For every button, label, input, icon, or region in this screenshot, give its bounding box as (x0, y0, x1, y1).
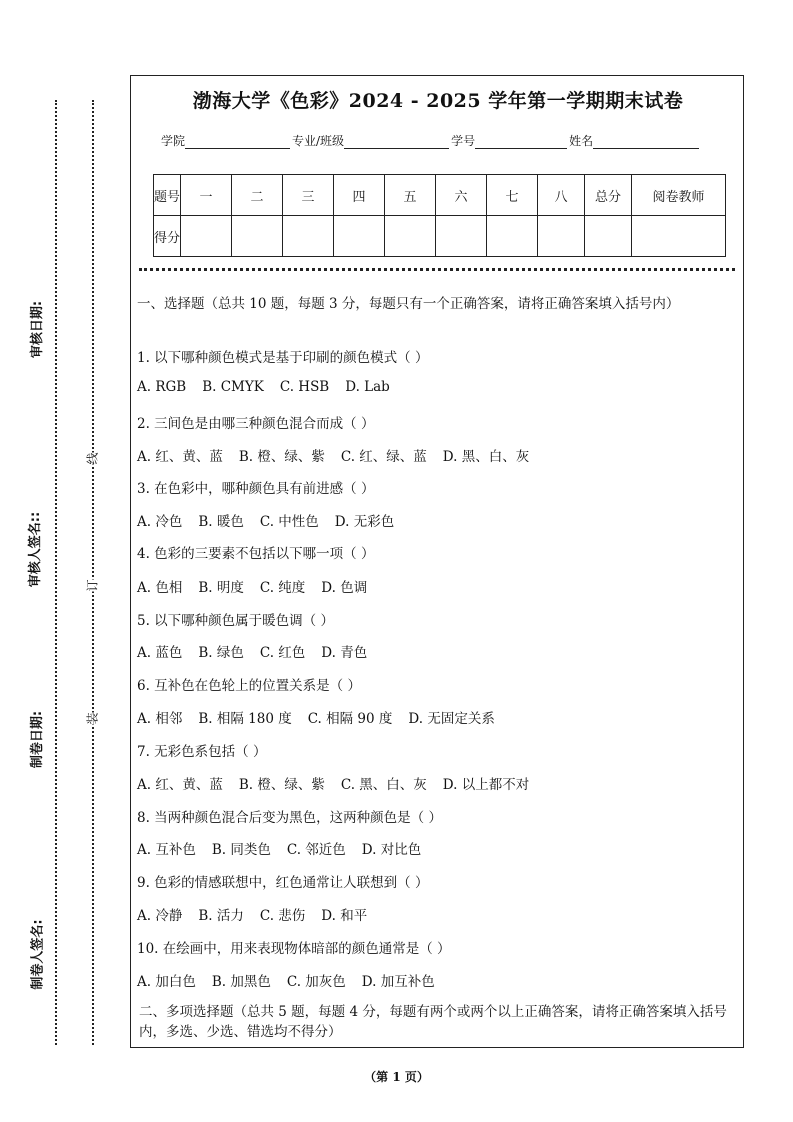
question-stem: 8. 当两种颜色混合后变为黑色，这两种颜色是（ ） (137, 810, 442, 826)
option: C. 悲伤 (259, 908, 306, 924)
dotted-separator (139, 268, 735, 271)
score-label: 得分 (154, 216, 181, 257)
option: C. 相隔 90 度 (307, 711, 393, 727)
option: C. HSB (279, 379, 330, 395)
option: C. 黑、白、灰 (340, 777, 427, 793)
student-id-label: 学号 (451, 134, 476, 148)
question-options (137, 445, 545, 465)
option: D. 青色 (321, 645, 368, 661)
score-cell[interactable] (487, 216, 538, 257)
question-stem: 10. 在绘画中，用来表现物体暗部的颜色通常是（ ） (137, 941, 451, 957)
question-options (137, 904, 383, 924)
score-table (153, 174, 726, 257)
exam-title: 渤海大学《色彩》2024 - 2025 学年第一学期期末试卷 (192, 90, 684, 112)
option: B. 橙、绿、紫 (238, 777, 325, 793)
option: A. 加白色 (137, 974, 196, 990)
question-stem: 3. 在色彩中，哪种颜色具有前进感（ ） (137, 481, 375, 497)
question-options (137, 576, 383, 596)
option: D. 无固定关系 (408, 711, 495, 727)
score-cell[interactable] (334, 216, 385, 257)
student-id-field[interactable] (475, 135, 567, 149)
question-stem: 4. 色彩的三要素不包括以下哪一项（ ） (137, 546, 375, 562)
option: A. 色相 (137, 580, 183, 596)
student-info-row (161, 132, 701, 149)
option: B. 加黑色 (211, 974, 271, 990)
maker-signature-label: 制卷人签名: (27, 915, 46, 993)
question-stem: 2. 三间色是由哪三种颜色混合而成（ ） (137, 416, 375, 432)
question-options (137, 970, 451, 990)
option: C. 邻近色 (286, 842, 346, 858)
binding-char-line: 线 (82, 452, 103, 464)
score-cell-grader[interactable] (632, 216, 726, 257)
binding-char-staple: 订 (82, 579, 103, 591)
score-cell[interactable] (436, 216, 487, 257)
option: D. Lab (345, 379, 390, 395)
option: B. 暖色 (198, 514, 244, 530)
option: A. 蓝色 (137, 645, 183, 661)
section2-heading: 二、多项选择题（总共 5 题，每题 4 分，每题有两个或两个以上正确答案，请将正确答案填入括号内，多选、少选、错选均不得分） (139, 1004, 727, 1040)
score-cell[interactable] (538, 216, 585, 257)
reviewer-signature-label: 审核人签名:: (24, 508, 43, 591)
margin-dotted-line-outer (55, 100, 57, 1045)
score-table-header-row (154, 175, 726, 216)
option: A. 冷色 (137, 514, 183, 530)
col-8: 八 (538, 175, 585, 216)
option: D. 无彩色 (334, 514, 395, 530)
option: B. 同类色 (211, 842, 271, 858)
question-stem: 5. 以下哪种颜色属于暖色调（ ） (137, 613, 334, 629)
col-7: 七 (487, 175, 538, 216)
major-label: 专业/班级 (292, 134, 345, 148)
col-6: 六 (436, 175, 487, 216)
option: B. 绿色 (198, 645, 244, 661)
score-table-score-row (154, 216, 726, 257)
option: C. 加灰色 (286, 974, 346, 990)
option: B. 活力 (198, 908, 244, 924)
col-5: 五 (385, 175, 436, 216)
exam-frame (130, 75, 744, 1048)
option: C. 红色 (259, 645, 306, 661)
option: D. 和平 (321, 908, 368, 924)
option: A. RGB (137, 379, 187, 395)
option: A. 红、黄、蓝 (137, 777, 223, 793)
question-options (137, 641, 383, 661)
major-field[interactable] (344, 135, 449, 149)
score-cell[interactable] (385, 216, 436, 257)
option: A. 红、黄、蓝 (137, 449, 223, 465)
page-number: （第 1 页） (364, 1070, 429, 1084)
name-label: 姓名 (569, 134, 594, 148)
question-options (137, 510, 410, 530)
option: D. 以上都不对 (442, 777, 530, 793)
score-cell[interactable] (232, 216, 283, 257)
section1-heading: 一、选择题（总共 10 题，每题 3 分，每题只有一个正确答案，请将正确答案填入括号内） (137, 296, 680, 312)
col-1: 一 (181, 175, 232, 216)
option: A. 冷静 (137, 908, 183, 924)
option: C. 红、绿、蓝 (340, 449, 427, 465)
question-stem: 6. 互补色在色轮上的位置关系是（ ） (137, 678, 361, 694)
question-stem: 9. 色彩的情感联想中，红色通常让人联想到（ ） (137, 875, 429, 891)
col-grader: 阅卷教师 (632, 175, 726, 216)
score-cell[interactable] (283, 216, 334, 257)
option: B. CMYK (202, 379, 264, 395)
option: D. 加互补色 (361, 974, 435, 990)
make-date-label: 制卷日期: (26, 707, 45, 772)
col-3: 三 (283, 175, 334, 216)
question-options (137, 773, 545, 793)
option: C. 中性色 (259, 514, 319, 530)
option: A. 互补色 (137, 842, 196, 858)
question-options (137, 379, 406, 395)
score-cell-total[interactable] (585, 216, 632, 257)
option: D. 黑、白、灰 (442, 449, 530, 465)
option: B. 橙、绿、紫 (238, 449, 325, 465)
col-4: 四 (334, 175, 385, 216)
review-date-label: 审核日期: (26, 297, 45, 362)
option: A. 相邻 (137, 711, 183, 727)
option: D. 色调 (321, 580, 368, 596)
college-field[interactable] (185, 135, 290, 149)
margin-dotted-line-inner (92, 100, 94, 1045)
option: B. 相隔 180 度 (198, 711, 292, 727)
question-stem: 1. 以下哪种颜色模式是基于印刷的颜色模式（ ） (137, 350, 429, 366)
header-label: 题号 (154, 175, 181, 216)
option: D. 对比色 (361, 842, 422, 858)
option: B. 明度 (198, 580, 244, 596)
col-total: 总分 (585, 175, 632, 216)
question-options (137, 707, 511, 727)
question-options (137, 838, 437, 858)
college-label: 学院 (161, 134, 186, 148)
binding-char-bind: 装 (82, 712, 103, 724)
name-field[interactable] (593, 135, 699, 149)
question-stem: 7. 无彩色系包括（ ） (137, 744, 267, 760)
option: C. 纯度 (259, 580, 306, 596)
col-2: 二 (232, 175, 283, 216)
score-cell[interactable] (181, 216, 232, 257)
